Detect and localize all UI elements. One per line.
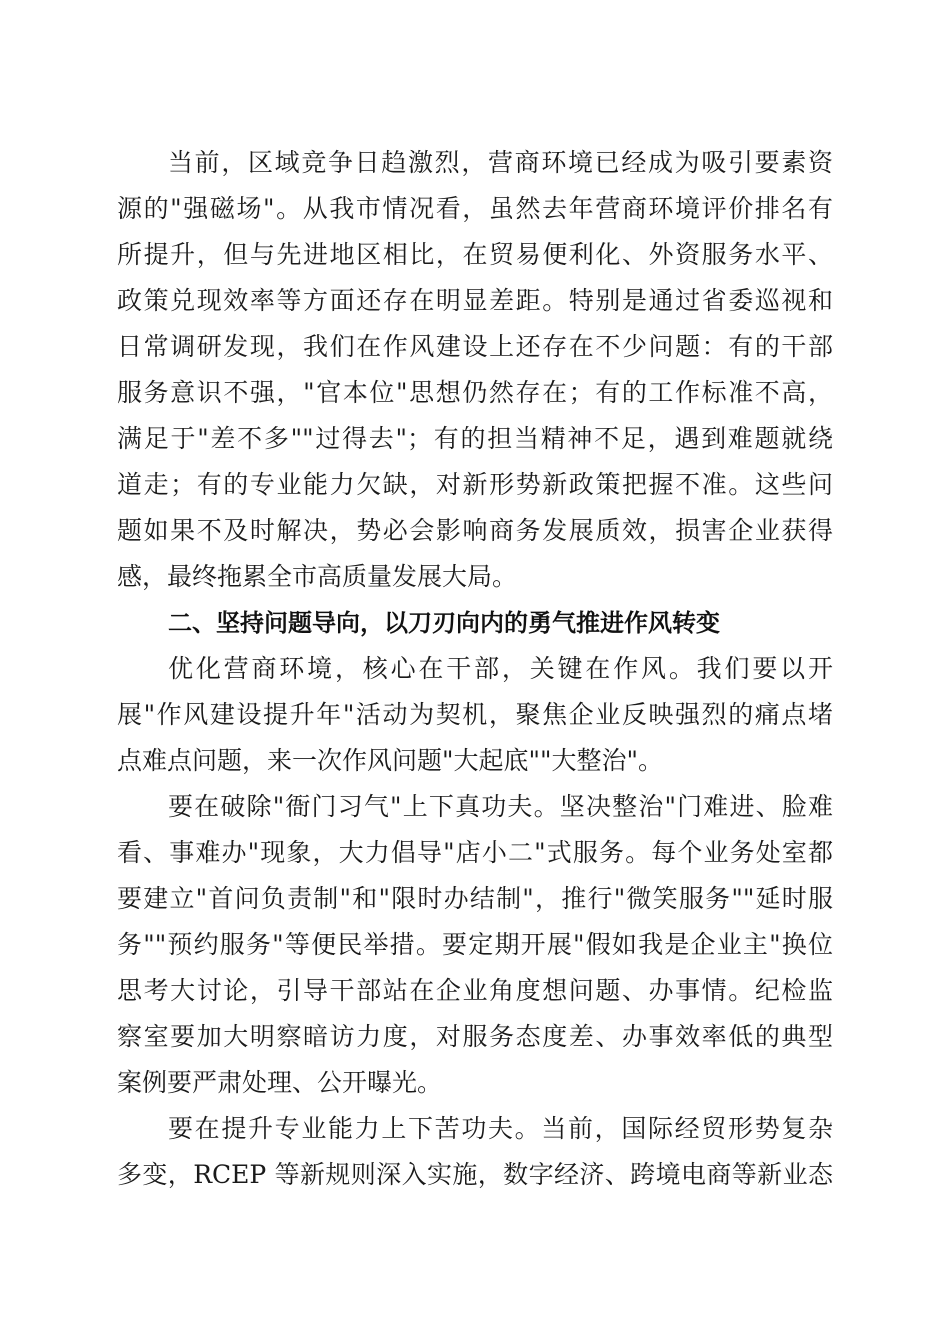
paragraph-line: 优化营商环境，核心在干部，关键在作风。我们要以开 bbox=[168, 654, 833, 683]
paragraph-line: 展"作风建设提升年"活动为契机，聚焦企业反映强烈的痛点堵 bbox=[117, 700, 833, 729]
paragraph-line: 源的"强磁场"。从我市情况看，虽然去年营商环境评价排名有 bbox=[117, 194, 833, 223]
paragraph-line: 题如果不及时解决，势必会影响商务发展质效，损害企业获得 bbox=[117, 516, 833, 545]
paragraph-line: 服务意识不强，"官本位"思想仍然存在；有的工作标准不高， bbox=[117, 378, 833, 407]
paragraph-line: 当前，区域竞争日趋激烈，营商环境已经成为吸引要素资 bbox=[168, 148, 833, 177]
section-heading: 二、坚持问题导向，以刀刃向内的勇气推进作风转变 bbox=[168, 609, 720, 637]
paragraph-line: 看、事难办"现象，大力倡导"店小二"式服务。每个业务处室都 bbox=[117, 838, 833, 867]
paragraph-line: 政策兑现效率等方面还存在明显差距。特别是通过省委巡视和 bbox=[117, 286, 833, 315]
paragraph-line: 察室要加大明察暗访力度，对服务态度差、办事效率低的典型 bbox=[117, 1022, 833, 1051]
paragraph-line: 思考大讨论，引导干部站在企业角度想问题、办事情。纪检监 bbox=[117, 976, 833, 1005]
paragraph-line: 务""预约服务"等便民举措。要定期开展"假如我是企业主"换位 bbox=[117, 930, 833, 959]
paragraph-line: 多变，RCEP 等新规则深入实施，数字经济、跨境电商等新业态 bbox=[117, 1160, 833, 1189]
paragraph-line: 要在破除"衙门习气"上下真功夫。坚决整治"门难进、脸难 bbox=[168, 792, 833, 821]
paragraph-line: 日常调研发现，我们在作风建设上还存在不少问题：有的干部 bbox=[117, 332, 833, 361]
paragraph-line: 感，最终拖累全市高质量发展大局。 bbox=[117, 562, 518, 591]
paragraph-line: 道走；有的专业能力欠缺，对新形势新政策把握不准。这些问 bbox=[117, 470, 833, 499]
paragraph-line: 要建立"首问负责制"和"限时办结制"，推行"微笑服务""延时服 bbox=[117, 884, 833, 913]
paragraph-line: 满足于"差不多""过得去"；有的担当精神不足，遇到难题就绕 bbox=[117, 424, 833, 453]
paragraph-line: 要在提升专业能力上下苦功夫。当前，国际经贸形势复杂 bbox=[168, 1114, 833, 1143]
paragraph-line: 所提升，但与先进地区相比，在贸易便利化、外资服务水平、 bbox=[117, 240, 833, 269]
paragraph-line: 点难点问题，来一次作风问题"大起底""大整治"。 bbox=[117, 746, 663, 775]
paragraph-line: 案例要严肃处理、公开曝光。 bbox=[117, 1068, 443, 1097]
